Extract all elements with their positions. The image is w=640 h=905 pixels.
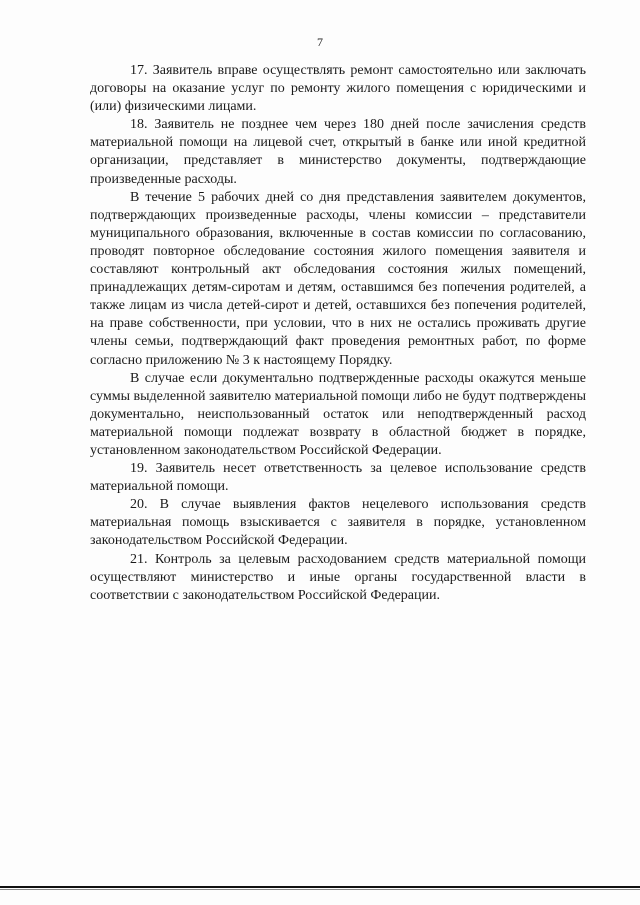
paragraph-17: 17. Заявитель вправе осуществлять ремонт самостоятельно или заключать договоры на оказание услуг по ремонту жилого помещения с юридическими и (или) физическими лицами. [90, 63, 586, 115]
document-body [90, 62, 586, 605]
paragraph-21: 21. Контроль за целевым расходованием средств материальной помощи осуществляют министерство и иные органы государственной власти в соответствии с законодательством Российской Федерации. [90, 551, 586, 603]
scan-bottom-edge [0, 886, 640, 888]
scan-bottom-edge-shadow [0, 889, 640, 890]
paragraph-18-refund: В случае если документально подтвержденные расходы окажутся меньше суммы выделенной заявителю материальной помощи либо не будут подтверждены документально, неиспользованный остаток или неподтвержденный расход материальной помощи подлежат возврату в областной бюджет в порядке, установленном законодательством Российской Федерации. [90, 370, 586, 458]
paragraph-20: 20. В случае выявления фактов нецелевого использования средств материальная помощь взыскивается с заявителя в порядке, установленном законодательством Российской Федерации. [90, 497, 586, 549]
page-number: 7 [317, 35, 323, 49]
paragraph-19: 19. Заявитель несет ответственность за целевое использование средств материальной помощи. [90, 461, 586, 495]
paragraph-18-inspection: В течение 5 рабочих дней со дня представления заявителем документов, подтверждающих произведенные расходы, члены комиссии – представители муниципального образования, включенные в состав комиссии по согласованию, проводят повторное обследование состояния жилого помещения заявителя и составляют контрольный акт обследования состояния жилых помещений, принадлежащих детям-сиротам и детям, оставшимся без попечения родителей, а также лицам из числа детей-сирот и детей, оставшихся без попечения родителей, на праве собственности, при условии, что в них не остались проживать другие члены семьи, подтверждающий факт проведения ремонтных работ, по форме согласно приложению № 3 к настоящему Порядку. [90, 189, 586, 368]
paragraph-18: 18. Заявитель не позднее чем через 180 дней после зачисления средств материальной помощи на лицевой счет, открытый в банке или иной кредитной организации, представляет в министерство документы, подтверждающие произведенные расходы. [90, 117, 586, 187]
